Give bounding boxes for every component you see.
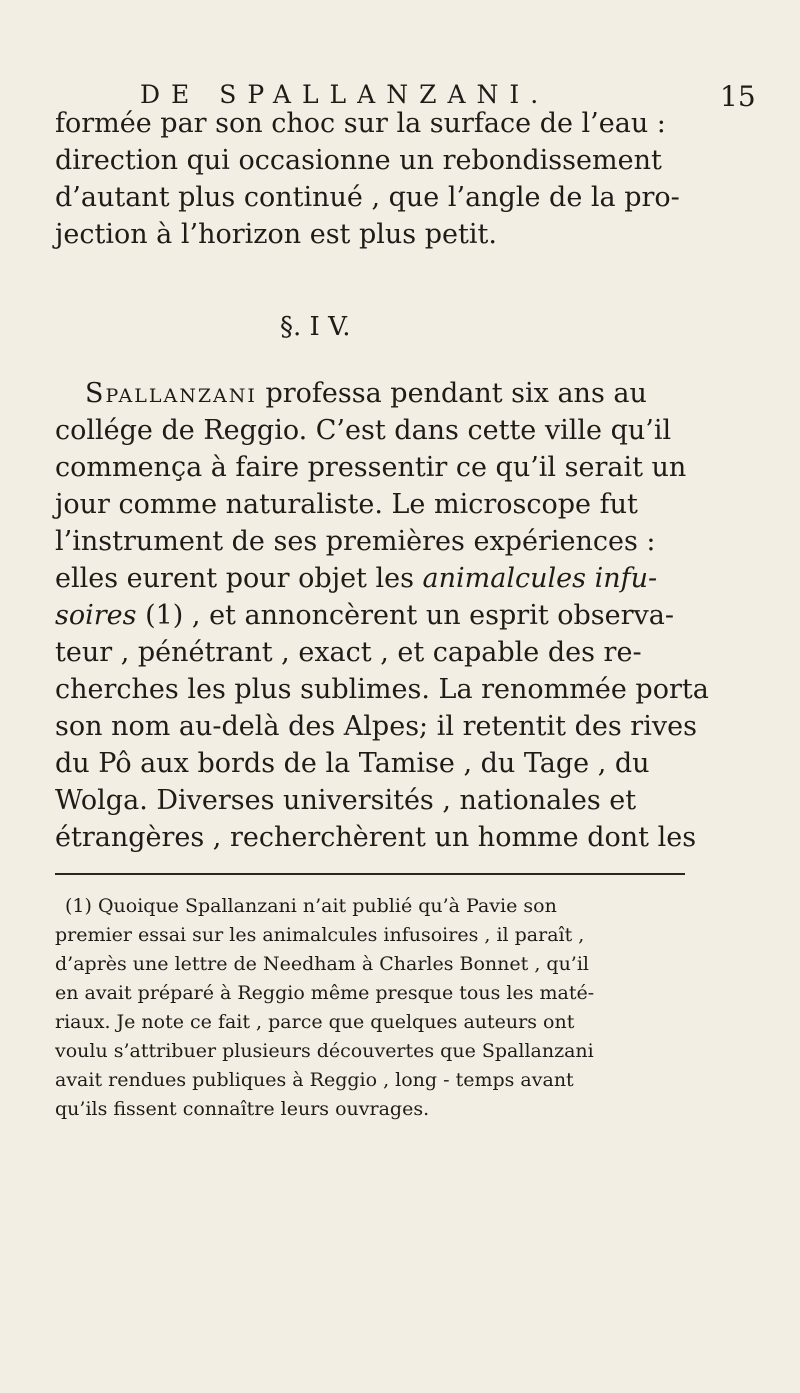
footnote-rule [55,873,685,875]
text-line: elles eurent pour objet les animalcules infu- [55,563,658,594]
footnote-line: voulu s’attribuer plusieurs découvertes que Spallanzani [55,1040,594,1062]
page-number: 15 [720,80,756,113]
text-line: l’instrument de ses premières expériences : [55,526,656,557]
text-line: jour comme naturaliste. Le microscope fut [55,489,638,520]
section-heading: §. I V. [280,312,351,342]
running-head: DE SPALLANZANI. [140,80,550,109]
text-line: cherches les plus sublimes. La renommée porta [55,674,709,705]
footnote-line: premier essai sur les animalcules infusoires , il paraît , [55,924,585,946]
text-line: Spallanzani professa pendant six ans au [85,378,647,409]
text-line: soires (1) , et annoncèrent un esprit observa- [55,600,675,631]
footnote-line: avait rendues publiques à Reggio , long - temps avant [55,1069,574,1091]
text-line: direction qui occasionne un rebondissement [55,145,662,176]
text-line: d’autant plus continué , que l’angle de la pro- [55,182,680,213]
text-line: collége de Reggio. C’est dans cette ville qu’il [55,415,672,446]
text-line: son nom au-delà des Alpes; il retentit des rives [55,711,697,742]
italic-term: animalcules infu- [422,563,658,594]
text-line: teur , pénétrant , exact , et capable des re- [55,637,642,668]
footnote-line: (1) Quoique Spallanzani n’ait publié qu’à Pavie son [65,895,557,917]
footnote-line: riaux. Je note ce fait , parce que quelques auteurs ont [55,1011,575,1033]
text-line: Wolga. Diverses universités , nationales et [55,785,637,816]
footnote-line: d’après une lettre de Needham à Charles Bonnet , qu’il [55,953,589,975]
footnote-line: qu’ils fissent connaître leurs ouvrages. [55,1098,430,1120]
text-line: commença à faire pressentir ce qu’il serait un [55,452,687,483]
text-line: étrangères , recherchèrent un homme dont les [55,822,697,853]
footnote-line: en avait préparé à Reggio même presque tous les maté- [55,982,595,1004]
text-line: du Pô aux bords de la Tamise , du Tage , du [55,748,650,779]
text-line: formée par son choc sur la surface de l’eau : [55,108,666,139]
italic-term: soires [55,600,137,631]
author-name: Spallanzani [85,378,257,409]
text-line: jection à l’horizon est plus petit. [55,219,497,250]
